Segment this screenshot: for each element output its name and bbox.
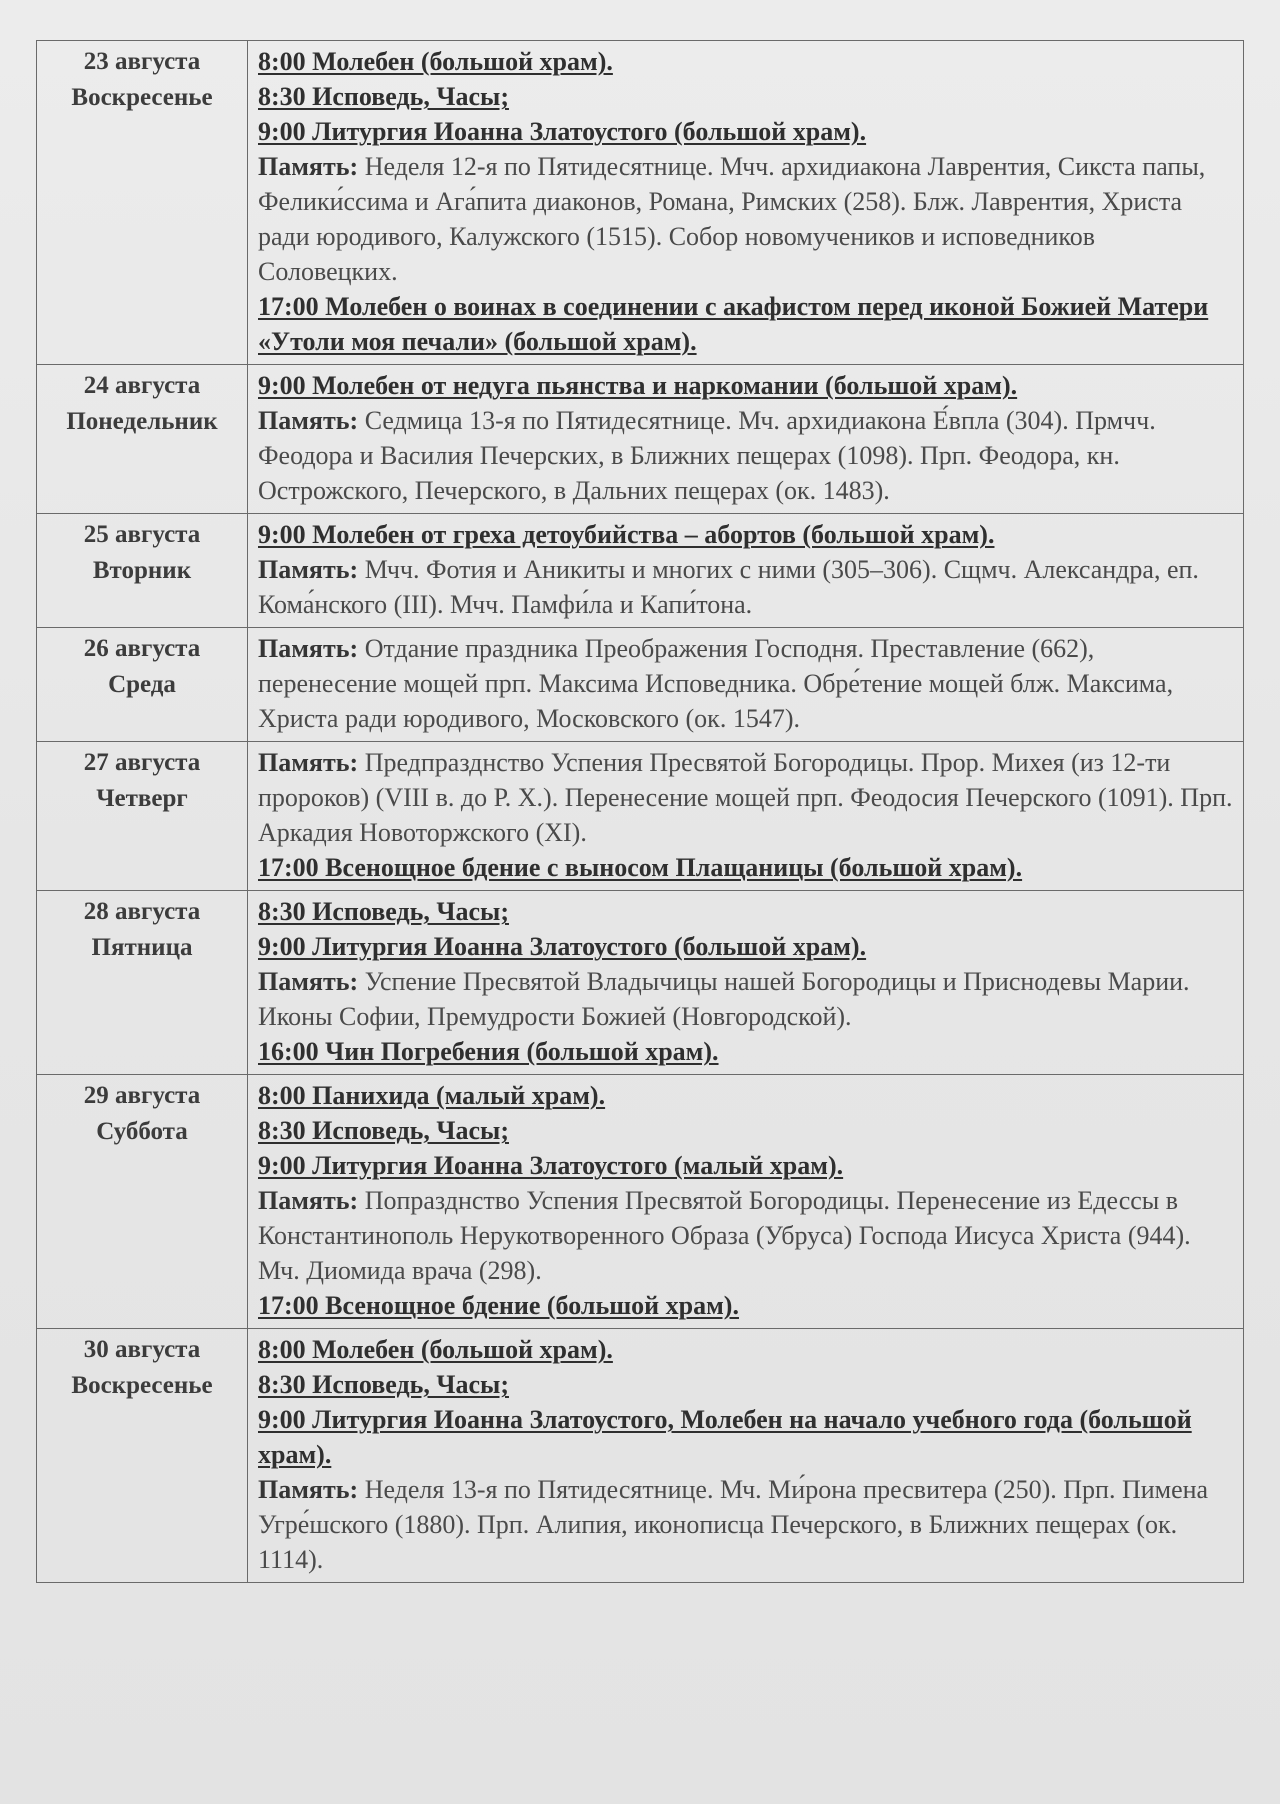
memory-label: Память: — [258, 967, 359, 996]
memory-text: Предпразднство Успения Пресвятой Богородицы. Прор. Михея (из 12-ти пророков) (VIII в. до Р. Х.). Перенесение мощей прп. Феодосия Печерского (1091). Прп. Аркадия Новоторжского (XI). — [258, 748, 1233, 847]
memory-text: Мчч. Фотия и Аникиты и многих с ними (305–306). Сщмч. Александра, еп. Кома́нского (III). Мчч. Памфи́ла и Капи́тона. — [258, 555, 1199, 619]
memory-paragraph — [258, 552, 1233, 622]
service-line: 9:00 Литургия Иоанна Златоустого (большой храм). — [258, 932, 867, 961]
day-weekday: Воскресенье — [71, 1372, 213, 1399]
service-line: 8:30 Исповедь, Часы; — [258, 82, 509, 111]
day-date: 29 августа — [83, 1082, 201, 1109]
content-cell — [248, 891, 1244, 1075]
content-cell — [248, 1329, 1244, 1583]
service-line: 17:00 Всенощное бдение с выносом Плащаницы (большой храм). — [258, 853, 1023, 882]
schedule-row — [37, 1075, 1244, 1329]
content-cell — [248, 1075, 1244, 1329]
memory-label: Память: — [258, 555, 359, 584]
service-line: 8:30 Исповедь, Часы; — [258, 1116, 509, 1145]
content-cell — [248, 41, 1244, 365]
date-cell — [37, 365, 248, 514]
schedule-row — [37, 1329, 1244, 1583]
memory-text: Неделя 13-я по Пятидесятнице. Мч. Ми́рона пресвитера (250). Прп. Пимена Угре́шского (1880). Прп. Алипия, иконописца Печерского, в Ближних пещерах (ок. 1114). — [258, 1475, 1209, 1574]
day-date: 26 августа — [83, 635, 201, 662]
memory-text: Успение Пресвятой Владычицы нашей Богородицы и Приснодевы Марии. Иконы Софии, Премудрости Божией (Новгородской). — [258, 967, 1190, 1031]
date-cell — [37, 41, 248, 365]
schedule-row — [37, 41, 1244, 365]
memory-label: Память: — [258, 1475, 359, 1504]
memory-paragraph — [258, 1183, 1233, 1288]
service-line: 17:00 Молебен о воинах в соединении с акафистом перед иконой Божией Матери «Утоли моя печали» (большой храм). — [258, 292, 1209, 356]
schedule-row — [37, 365, 1244, 514]
schedule-table — [36, 40, 1244, 1583]
day-date: 23 августа — [83, 48, 201, 75]
schedule-body — [37, 41, 1244, 1583]
day-date: 27 августа — [83, 749, 201, 776]
memory-label: Память: — [258, 406, 359, 435]
memory-paragraph — [258, 403, 1233, 508]
service-line: 9:00 Молебен от недуга пьянства и наркомании (большой храм). — [258, 371, 1018, 400]
memory-paragraph — [258, 149, 1233, 289]
memory-paragraph — [258, 1472, 1233, 1577]
service-line: 9:00 Литургия Иоанна Златоустого, Молебен на начало учебного года (большой храм). — [258, 1405, 1192, 1469]
date-cell — [37, 742, 248, 891]
memory-paragraph — [258, 745, 1233, 850]
day-date: 24 августа — [83, 372, 201, 399]
memory-text: Седмица 13-я по Пятидесятнице. Мч. архидиакона Е́впла (304). Прмчч. Феодора и Василия Печерских, в Ближних пещерах (1098). Прп. Феодора, кн. Острожского, Печерского, в Дальних пещерах (ок. 1483). — [258, 406, 1156, 505]
day-weekday: Понедельник — [66, 408, 218, 435]
day-weekday: Воскресенье — [71, 84, 213, 111]
memory-label: Память: — [258, 748, 359, 777]
memory-label: Память: — [258, 152, 359, 181]
memory-text: Отдание праздника Преображения Господня. Преставление (662), перенесение мощей прп. Максима Исповедника. Обре́тение мощей блж. Максима, Христа ради юродивого, Московского (ок. 1547). — [258, 634, 1174, 733]
schedule-row — [37, 742, 1244, 891]
date-cell — [37, 514, 248, 628]
memory-paragraph — [258, 631, 1233, 736]
service-line: 8:00 Молебен (большой храм). — [258, 47, 613, 76]
date-cell — [37, 891, 248, 1075]
service-line: 8:00 Панихида (малый храм). — [258, 1081, 606, 1110]
memory-label: Память: — [258, 634, 359, 663]
day-weekday: Среда — [108, 671, 176, 698]
service-line: 8:30 Исповедь, Часы; — [258, 897, 509, 926]
schedule-row — [37, 628, 1244, 742]
date-cell — [37, 1075, 248, 1329]
day-weekday: Пятница — [91, 934, 193, 961]
service-line: 9:00 Литургия Иоанна Златоустого (малый храм). — [258, 1151, 844, 1180]
content-cell — [248, 742, 1244, 891]
content-cell — [248, 514, 1244, 628]
day-weekday: Суббота — [96, 1118, 188, 1145]
memory-text: Неделя 12-я по Пятидесятнице. Мчч. архидиакона Лаврентия, Сикста папы, Фелики́ссима и Ага́пита диаконов, Романа, Римских (258). Блж. Лаврентия, Христа ради юродивого, Калужского (1515). Собор новомучеников и исповедников Соловецких. — [258, 152, 1206, 286]
memory-paragraph — [258, 964, 1233, 1034]
schedule-row — [37, 514, 1244, 628]
date-cell — [37, 628, 248, 742]
day-date: 28 августа — [83, 898, 201, 925]
schedule-row — [37, 891, 1244, 1075]
service-line: 17:00 Всенощное бдение (большой храм). — [258, 1291, 739, 1320]
day-date: 30 августа — [83, 1336, 201, 1363]
service-line: 16:00 Чин Погребения (большой храм). — [258, 1037, 719, 1066]
content-cell — [248, 628, 1244, 742]
memory-label: Память: — [258, 1186, 359, 1215]
day-weekday: Четверг — [96, 785, 188, 812]
service-line: 8:30 Исповедь, Часы; — [258, 1370, 509, 1399]
service-line: 9:00 Молебен от греха детоубийства – абортов (большой храм). — [258, 520, 995, 549]
content-cell — [248, 365, 1244, 514]
day-weekday: Вторник — [92, 557, 192, 584]
day-date: 25 августа — [83, 521, 201, 548]
service-line: 9:00 Литургия Иоанна Златоустого (большой храм). — [258, 117, 867, 146]
date-cell — [37, 1329, 248, 1583]
service-line: 8:00 Молебен (большой храм). — [258, 1335, 613, 1364]
memory-text: Попразднство Успения Пресвятой Богородицы. Перенесение из Едессы в Константинополь Нерукотворенного Образа (Убруса) Господа Иисуса Христа (944). Мч. Диомида врача (298). — [258, 1186, 1191, 1285]
